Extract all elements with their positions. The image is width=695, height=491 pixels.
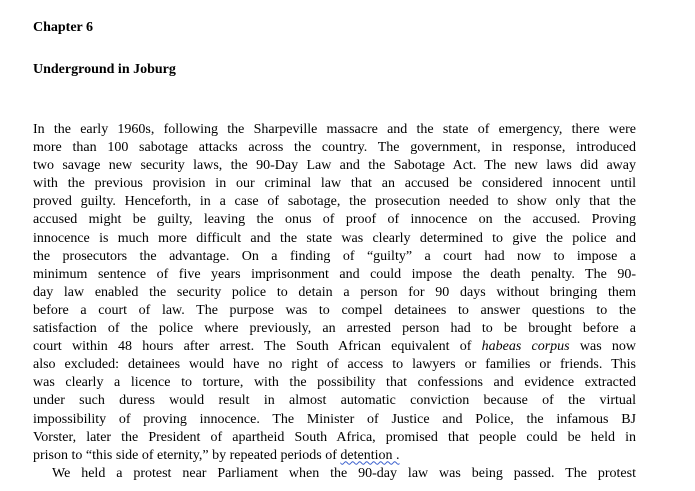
text-line: before a court of law. The purpose was to compel detainees to answer questions to the — [33, 302, 636, 318]
text-segment: was now — [569, 339, 636, 355]
body-text — [33, 121, 636, 483]
text-line: day law enabled the security police to detain a person for 90 days without bringing them — [33, 284, 636, 300]
text-line: innocence is much more difficult and the state was clearly determined to give the police and — [33, 230, 636, 246]
text-segment: prison to “this side of eternity,” by repeated periods of — [33, 447, 341, 463]
text-line: two savage new security laws, the 90-Day Law and the Sabotage Act. The new laws did away — [33, 158, 636, 174]
text-line: under such duress would result in almost automatic conviction because of the virtual — [33, 393, 636, 409]
text-line: Vorster, later the President of apartheid South Africa, promised that people could be held in — [33, 429, 636, 445]
text-line: also excluded: detainees would have no right of access to lawyers or families or friends. This — [33, 357, 636, 373]
text-line: was clearly a licence to torture, with the possibility that confessions and evidence extracted — [33, 375, 636, 391]
chapter-title: Underground in Joburg — [33, 62, 176, 77]
text-line: the prosecutors the advantage. On a finding of “guilty” a court had now to impose a — [33, 248, 636, 264]
text-line: more than 100 sabotage attacks across the country. The government, in response, introduced — [33, 140, 636, 156]
chapter-number: Chapter 6 — [33, 20, 94, 35]
text-line: proved guilty. Henceforth, in a case of sabotage, the prosecution needed to show only that the — [33, 194, 636, 210]
text-segment: court within 48 hours after arrest. The South African equivalent of — [33, 339, 482, 355]
text-line: impossibility of proving innocence. The Minister of Justice and Police, the infamous BJ — [33, 411, 636, 427]
text-line: satisfaction of the police where previously, an arrested person had to be brought before a — [33, 321, 636, 337]
text-line: minimum sentence of five years imprisonment and could impose the death penalty. The 90- — [33, 266, 636, 282]
text-line: accused might be guilty, leaving the onus of proof of innocence on the accused. Proving — [33, 212, 636, 228]
text-line: with the previous provision in our criminal law that an accused be considered innocent until — [33, 176, 636, 192]
text-line: We held a protest near Parliament when the 90-day law was being passed. The protest — [52, 465, 636, 481]
italic-phrase: habeas corpus — [481, 339, 570, 355]
text-line — [33, 338, 636, 356]
text-line: In the early 1960s, following the Sharpeville massacre and the state of emergency, there were — [33, 122, 636, 137]
text-line — [33, 447, 636, 465]
spellcheck-flagged-word[interactable]: detention . — [340, 447, 400, 463]
